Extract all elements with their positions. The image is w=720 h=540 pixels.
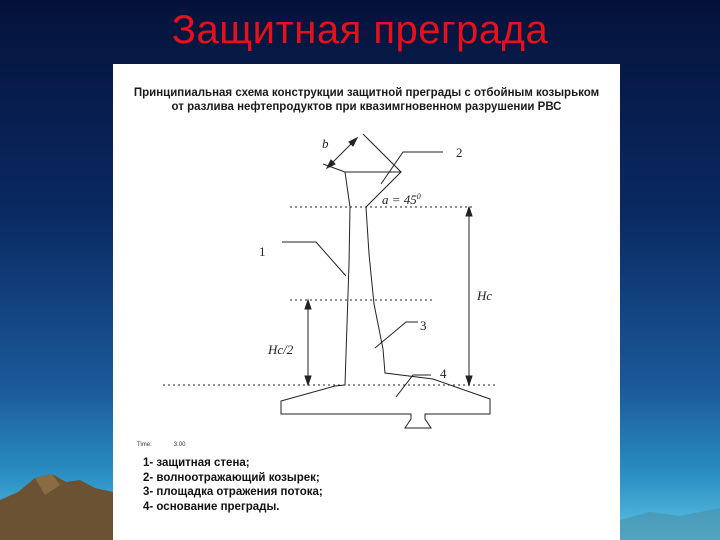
label-b: b <box>322 136 329 151</box>
dimension-b-ext-1 <box>323 164 345 172</box>
label-4: 4 <box>440 366 447 381</box>
legend-item-3: 3- площадка отражения потока; <box>143 486 323 498</box>
tiny-time-text <box>137 442 185 448</box>
leader-1 <box>282 242 346 276</box>
dimension-hc-arrow-top <box>466 207 472 216</box>
diagram-panel <box>113 64 620 540</box>
label-3: 3 <box>420 318 427 333</box>
caption-line-1: Принципиальная схема конструкции защитной преграды с отбойным козырьком <box>133 87 600 99</box>
dimension-hc-half-arrow-top <box>305 300 311 309</box>
caption-line-2: от разлива нефтепродуктов при квазимгновенном разрушении РВС <box>171 101 562 113</box>
dimension-b-ext-2 <box>363 134 401 172</box>
dimension-hc-half-arrow-bottom <box>305 376 311 385</box>
tiny-time-value: 3.00 <box>173 442 186 448</box>
legend-item-4: 4- основание преграды. <box>143 500 280 513</box>
leader-3 <box>375 322 418 348</box>
label-2: 2 <box>456 145 463 160</box>
dimension-hc-arrow-bottom <box>466 376 472 385</box>
leader-2 <box>381 152 443 184</box>
label-hc: Hc <box>477 288 493 303</box>
label-alpha: $a = 45^0$ <box>382 192 421 207</box>
legend-item-1: 1- защитная стена; <box>143 457 250 469</box>
label-1: 1 <box>259 244 266 259</box>
legend <box>143 456 323 514</box>
tiny-time-label: Time: <box>137 442 152 448</box>
legend-item-2: 2- волноотражающий козырек; <box>143 471 320 484</box>
label-hc-half: Hc/2 <box>268 342 294 357</box>
slide-title: Защитная преграда <box>171 8 549 52</box>
